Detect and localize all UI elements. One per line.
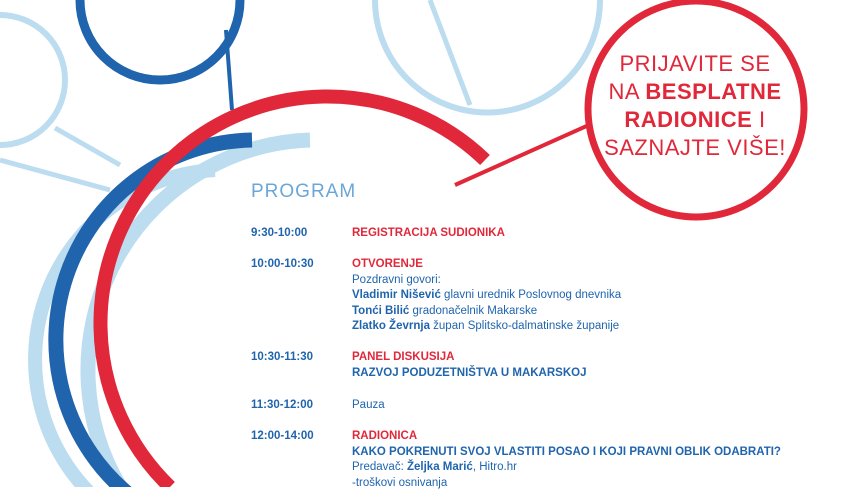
schedule-time: 11:30-12:00 xyxy=(251,398,346,414)
cta-line-3: RADIONICE I xyxy=(590,106,800,134)
schedule-text: Pauza xyxy=(352,398,832,414)
speaker: Vladimir Nišević glavni urednik Poslovnog dnevnika xyxy=(352,288,832,304)
cta-line-1: PRIJAVITE SE xyxy=(590,50,800,78)
cta-text xyxy=(590,50,800,162)
schedule-subtitle: RAZVOJ PODUZETNIŠTVA U MAKARSKOJ xyxy=(352,366,832,382)
cta-line-4: SAZNAJTE VIŠE! xyxy=(590,134,800,162)
schedule-time: 10:00-10:30 xyxy=(251,257,346,273)
speaker: Zlatko Ževrnja župan Splitsko-dalmatinske županije xyxy=(352,319,832,335)
speeches-intro: Pozdravni govori: xyxy=(352,273,832,289)
cta-line-2: NA BESPLATNE xyxy=(590,78,800,106)
schedule-note: -troškovi osnivanja xyxy=(352,476,832,491)
schedule-time: 12:00-14:00 xyxy=(251,429,346,445)
schedule-title: REGISTRACIJA SUDIONIKA xyxy=(352,226,832,242)
schedule-time: 10:30-11:30 xyxy=(251,350,346,366)
schedule-time: 9:30-10:00 xyxy=(251,226,346,242)
schedule-title: RADIONICA xyxy=(352,429,832,445)
schedule-title: OTVORENJE xyxy=(352,257,832,273)
schedule-title: PANEL DISKUSIJA xyxy=(352,350,832,366)
lecturer: Predavač: Željka Marić, Hitro.hr xyxy=(352,460,832,476)
program-title: PROGRAM xyxy=(251,181,356,203)
speaker: Tonći Bilić gradonačelnik Makarske xyxy=(352,304,832,320)
schedule-subtitle: KAKO POKRENUTI SVOJ VLASTITI POSAO I KOJI PRAVNI OBLIK ODABRATI? xyxy=(352,445,832,461)
